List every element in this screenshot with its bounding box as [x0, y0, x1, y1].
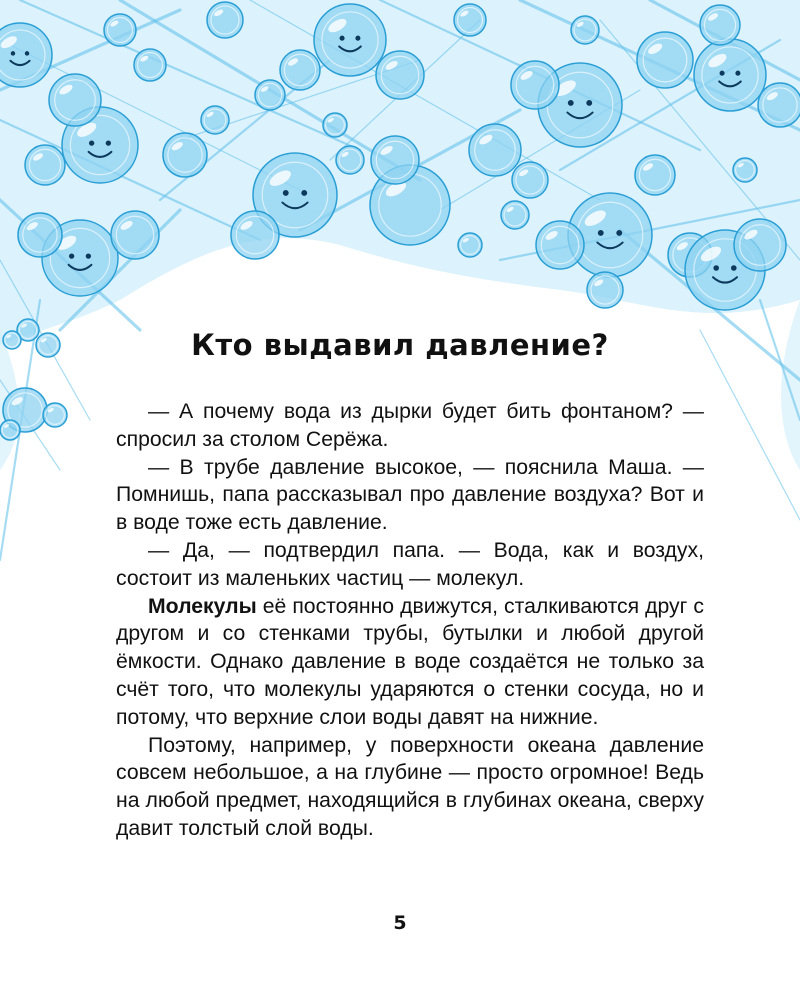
bubble: [734, 219, 786, 271]
bubble: [104, 14, 136, 46]
page-number: 5: [393, 912, 407, 934]
bubble: [255, 80, 285, 110]
bubble: [637, 32, 693, 88]
bubble: [458, 233, 482, 257]
bubble: [635, 155, 675, 195]
bubble: [18, 213, 62, 257]
bubble: [700, 5, 740, 45]
paragraph-5-text: Поэтому, например, у поверхности океана давление совсем небольшое, а на глубине — просто огромное! Ведь на любой предмет, находящийся в глубинах океана, сверху давит толстый слой воды.: [116, 733, 704, 840]
bubble: [371, 136, 419, 184]
bubble: [43, 403, 67, 427]
bubble: [336, 146, 364, 174]
paragraph-4: [116, 593, 704, 732]
bubble: [694, 39, 766, 111]
bubble: [280, 50, 320, 90]
bubble: [571, 16, 599, 44]
paragraph-3: [116, 537, 704, 593]
bubble: [323, 113, 347, 137]
body-text: [116, 398, 704, 843]
bubble: [501, 201, 529, 229]
bubble: [231, 211, 279, 259]
bubble: [314, 4, 386, 76]
bubble: [111, 211, 159, 259]
bubble: [454, 4, 486, 36]
bubble: [0, 420, 20, 440]
paragraph-1-text: — А почему вода из дырки будет бить фонтаном? — спросил за столом Серёжа.: [116, 400, 704, 451]
paragraph-5: [116, 732, 704, 843]
bubble: [207, 2, 243, 38]
paragraph-2: [116, 454, 704, 537]
bubble: [134, 49, 166, 81]
bubble: [758, 83, 800, 127]
bubble: [376, 51, 424, 99]
bubble: [511, 61, 559, 109]
bubble: [49, 74, 101, 126]
bubble: [587, 272, 623, 308]
paragraph-4-text: её постоянно движутся, сталкиваются друг с другом и со стенками трубы, бутылки и любой другой ёмкости. Однако давление в воде создаётся не только за счёт того, что молекулы ударяются о стенки сосуда, но и потому, что верхние слои воды давят на нижние.: [116, 594, 704, 729]
paragraph-1: [116, 398, 704, 454]
bubble: [25, 145, 65, 185]
paragraph-2-text: — В трубе давление высокое, — пояснила Маша. — Помнишь, папа рассказывал про давление воздуха? Вот и в воде тоже есть давление.: [116, 455, 704, 535]
page-title: Кто выдавил давление?: [191, 328, 609, 362]
bubble: [469, 124, 521, 176]
bubble: [733, 158, 757, 182]
bubble: [201, 106, 229, 134]
bubble: [163, 133, 207, 177]
paragraph-3-text: — Да, — подтвердил папа. — Вода, как и воздух, состоит из маленьких частиц — молекул.: [116, 538, 704, 590]
bubble: [512, 162, 548, 198]
bubble: [536, 221, 584, 269]
term-molecules: Молекулы: [148, 594, 257, 618]
